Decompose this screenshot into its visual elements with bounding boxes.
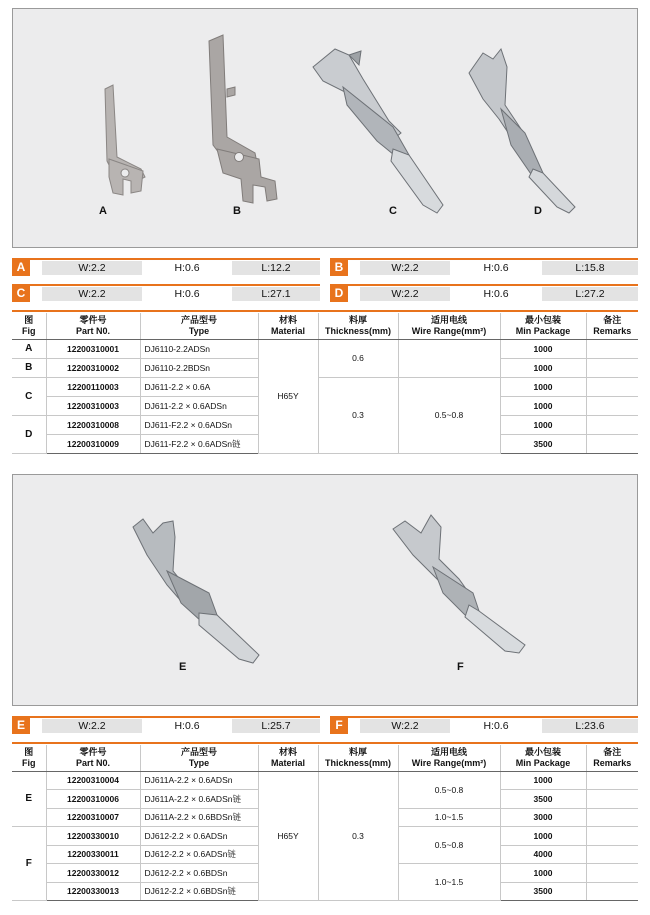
header-wire-en: Wire Range(mm²) [411,325,487,336]
fig-cell-a: A [12,339,46,358]
header-part [46,745,140,771]
min-package: 1000 [500,864,586,883]
part-number: 12200330011 [46,845,140,864]
photo-label-d: D [534,205,542,217]
wire-cell-empty [398,339,500,377]
spec-width: W:2.2 [42,261,142,275]
spec-length: L:15.8 [542,261,638,275]
part-number: 12200310004 [46,771,140,790]
part-number: 12200310001 [46,339,140,358]
fig-cell-e: E [12,771,46,827]
header-thickness-en: Thickness(mm) [324,757,392,768]
header-type-en: Type [188,325,210,336]
min-package: 3500 [500,882,586,901]
header-fig-cn: 图 [24,746,34,757]
spec-table-2 [12,745,638,901]
type-code: DJ611-F2.2 × 0.6ADSn [140,415,258,434]
header-part-cn: 零件号 [79,746,107,757]
header-remarks-en: Remarks [593,325,632,336]
type-code: DJ611A-2.2 × 0.6ADSn链 [140,790,258,809]
remarks-cell [586,339,638,358]
min-package: 1000 [500,771,586,790]
spec-bar-d [330,284,638,302]
remarks-cell [586,434,638,453]
table-row [12,339,638,358]
material-cell: H65Y [258,771,318,901]
thickness-cell: 0.3 [318,771,398,901]
table-header-row [12,313,638,339]
type-code: DJ612-2.2 × 0.6ADSn [140,827,258,846]
header-material-en: Material [270,325,305,336]
remarks-cell [586,790,638,809]
spec-width: W:2.2 [360,287,450,301]
header-pkg-cn: 最小包装 [524,314,561,325]
thickness-cell: 0.6 [318,339,398,377]
spec-bar-line [30,284,320,286]
fig-cell-b: B [12,358,46,377]
fig-cell-c: C [12,377,46,415]
remarks-cell [586,358,638,377]
spec-bar-e [12,716,320,734]
header-pkg-cn: 最小包装 [524,746,561,757]
spec-table-1 [12,313,638,454]
type-code: DJ612-2.2 × 0.6BDSn [140,864,258,883]
spec-letter: C [12,284,30,302]
type-code: DJ6110-2.2ADSn [140,339,258,358]
header-material [258,313,318,339]
header-type-cn: 产品型号 [180,746,217,757]
min-package: 1000 [500,415,586,434]
type-code: DJ611-2.2 × 0.6ADSn [140,396,258,415]
min-package: 4000 [500,845,586,864]
spec-width: W:2.2 [42,287,142,301]
header-pkg [500,745,586,771]
product-photo-panel-1 [12,8,638,248]
spec-height: H:0.6 [450,287,542,301]
spec-bar-line [348,258,638,260]
header-remarks [586,313,638,339]
remarks-cell [586,864,638,883]
header-part-cn: 零件号 [79,314,107,325]
remarks-cell [586,771,638,790]
type-code: DJ6110-2.2BDSn [140,358,258,377]
photo-label-b: B [233,205,241,217]
part-number: 12200310009 [46,434,140,453]
type-code: DJ612-2.2 × 0.6BDSn链 [140,882,258,901]
header-thickness [318,313,398,339]
header-material-cn: 材料 [278,314,297,325]
type-code: DJ611-2.2 × 0.6A [140,377,258,396]
spec-letter: A [12,258,30,276]
min-package: 1000 [500,339,586,358]
terminal-d-image [469,49,575,213]
header-wire [398,313,500,339]
terminal-illustrations-2 [13,475,639,707]
spec-letter: E [12,716,30,734]
spec-bar-f [330,716,638,734]
min-package: 1000 [500,827,586,846]
type-code: DJ611-F2.2 × 0.6ADSn链 [140,434,258,453]
table-header-row [12,745,638,771]
spec-letter: D [330,284,348,302]
min-package: 3500 [500,434,586,453]
header-material-cn: 材料 [278,746,297,757]
type-code: DJ611A-2.2 × 0.6BDSn链 [140,808,258,827]
wire-cell: 1.0~1.5 [398,808,500,827]
terminal-c-image [313,49,443,213]
table-2-top-rule [12,742,638,744]
header-remarks-cn: 备注 [603,746,622,757]
spec-bar-b [330,258,638,276]
terminal-f-image [393,515,525,653]
table-row [12,771,638,790]
part-number: 12200310007 [46,808,140,827]
spec-length: L:27.1 [232,287,320,301]
terminal-b-image [209,35,277,203]
header-part-en: Part N0. [75,757,110,768]
spec-height: H:0.6 [142,261,232,275]
header-wire-en: Wire Range(mm²) [411,757,487,768]
part-number: 12200310006 [46,790,140,809]
remarks-cell [586,808,638,827]
header-wire-cn: 适用电线 [430,314,467,325]
part-number: 12200330012 [46,864,140,883]
min-package: 3000 [500,808,586,827]
header-thickness [318,745,398,771]
header-material-en: Material [270,757,305,768]
header-fig [12,313,46,339]
remarks-cell [586,396,638,415]
min-package: 1000 [500,377,586,396]
spec-bar-a [12,258,320,276]
terminal-a-image [105,85,145,195]
min-package: 3500 [500,790,586,809]
spec-length: L:25.7 [232,719,320,733]
spec-height: H:0.6 [450,719,542,733]
spec-letter: B [330,258,348,276]
photo-label-f: F [457,661,464,673]
spec-length: L:12.2 [232,261,320,275]
header-part [46,313,140,339]
header-remarks-en: Remarks [593,757,632,768]
spec-width: W:2.2 [360,719,450,733]
spec-width: W:2.2 [42,719,142,733]
header-type [140,745,258,771]
spec-bar-line [30,716,320,718]
min-package: 1000 [500,358,586,377]
header-remarks [586,745,638,771]
spec-height: H:0.6 [142,719,232,733]
part-number: 12200310002 [46,358,140,377]
spec-height: H:0.6 [450,261,542,275]
type-code: DJ612-2.2 × 0.6ADSn链 [140,845,258,864]
header-type-en: Type [188,757,210,768]
remarks-cell [586,415,638,434]
spec-length: L:23.6 [542,719,638,733]
min-package: 1000 [500,396,586,415]
spec-width: W:2.2 [360,261,450,275]
type-code: DJ611A-2.2 × 0.6ADSn [140,771,258,790]
part-number: 12200310008 [46,415,140,434]
wire-cell: 0.5~0.8 [398,827,500,864]
header-thickness-en: Thickness(mm) [324,325,392,336]
wire-cell: 1.0~1.5 [398,864,500,901]
spec-bar-c [12,284,320,302]
material-cell: H65Y [258,339,318,453]
header-thickness-cn: 料厚 [348,314,367,325]
remarks-cell [586,377,638,396]
part-number: 12200330013 [46,882,140,901]
header-pkg-en: Min Package [515,325,571,336]
header-wire [398,745,500,771]
wire-cell: 0.5~0.8 [398,377,500,453]
part-number: 12200110003 [46,377,140,396]
part-number: 12200310003 [46,396,140,415]
spec-length: L:27.2 [542,287,638,301]
header-fig-en: Fig [22,757,36,768]
header-fig-cn: 图 [24,314,34,325]
photo-label-c: C [389,205,397,217]
part-number: 12200330010 [46,827,140,846]
wire-cell: 0.5~0.8 [398,771,500,808]
photo-label-e: E [179,661,187,673]
table-row [12,377,638,396]
header-type-cn: 产品型号 [180,314,217,325]
thickness-cell: 0.3 [318,377,398,453]
photo-label-a: A [99,205,107,217]
spec-height: H:0.6 [142,287,232,301]
header-material [258,745,318,771]
header-pkg-en: Min Package [515,757,571,768]
terminal-e-image [133,519,259,663]
header-pkg [500,313,586,339]
remarks-cell [586,827,638,846]
header-fig [12,745,46,771]
remarks-cell [586,882,638,901]
spec-letter: F [330,716,348,734]
spec-bar-line [30,258,320,260]
header-fig-en: Fig [22,325,36,336]
fig-cell-d: D [12,415,46,453]
table-1-top-rule [12,310,638,312]
header-remarks-cn: 备注 [603,314,622,325]
header-type [140,313,258,339]
fig-cell-f: F [12,827,46,901]
spec-bar-line [348,284,638,286]
header-thickness-cn: 料厚 [348,746,367,757]
header-wire-cn: 适用电线 [430,746,467,757]
spec-bar-line [348,716,638,718]
product-photo-panel-2 [12,474,638,706]
remarks-cell [586,845,638,864]
header-part-en: Part N0. [75,325,110,336]
